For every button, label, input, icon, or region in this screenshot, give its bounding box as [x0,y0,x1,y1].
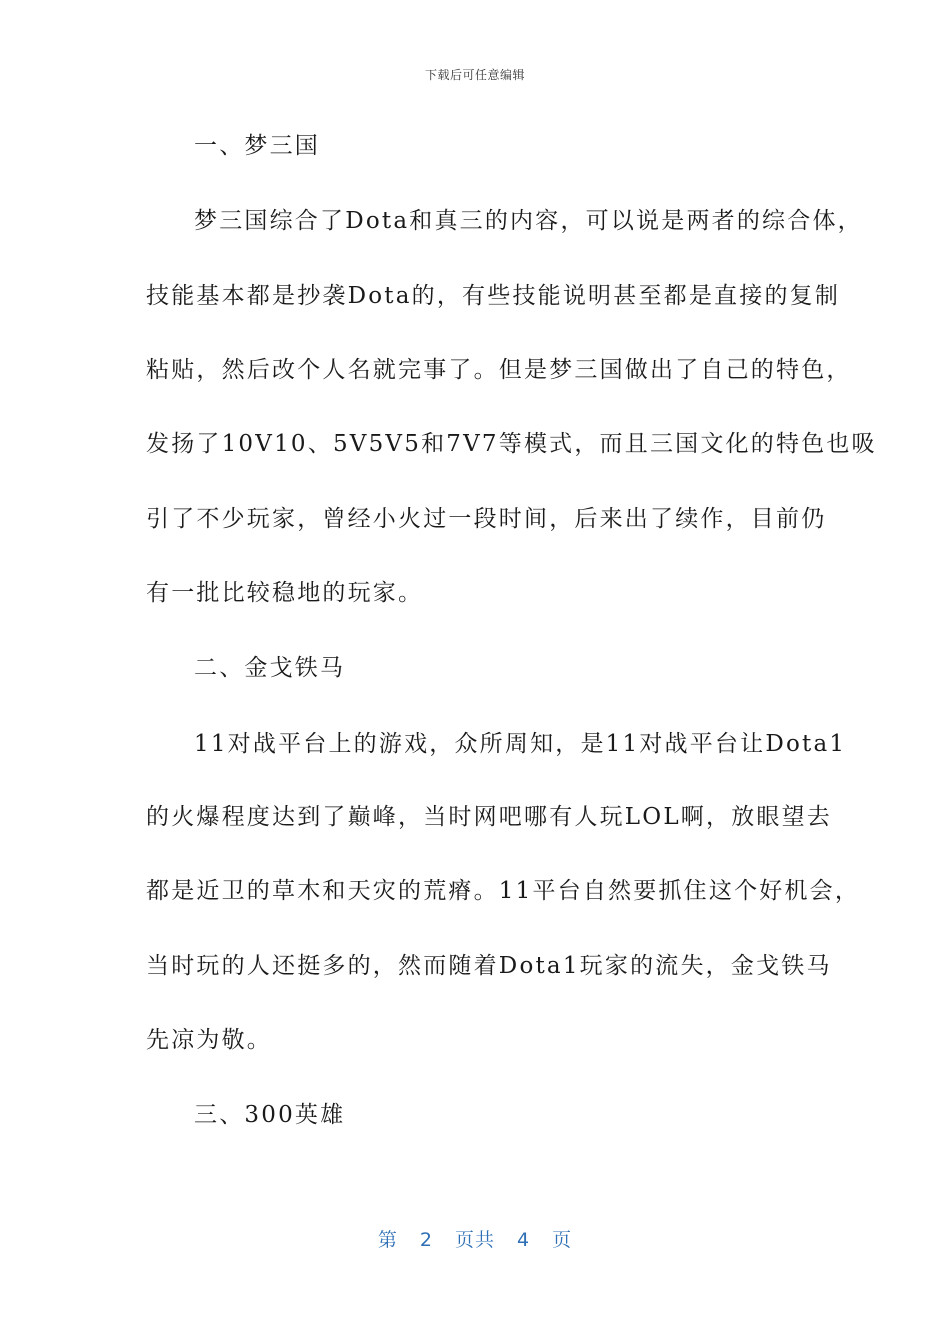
paragraph-2-line-2: 的火爆程度达到了巅峰，当时网吧哪有人玩LOL啊，放眼望去 [146,804,833,830]
section-heading-3: 三、300英雄 [194,1102,346,1128]
current-page-number: 2 [419,1229,433,1251]
paragraph-1-line-2: 技能基本都是抄袭Dota的，有些技能说明甚至都是直接的复制 [146,283,841,309]
paragraph-2-line-4: 当时玩的人还挺多的，然而随着Dota1玩家的流失，金戈铁马 [146,953,832,979]
paragraph-1-line-4: 发扬了10V10、5V5V5和7V7等模式，而且三国文化的特色也吸 [146,431,877,457]
section-heading-2: 二、金戈铁马 [194,655,346,681]
footer-mid: 页共 [454,1229,495,1251]
section-heading-1: 一、梦三国 [194,133,320,159]
paragraph-1-line-1: 梦三国综合了Dota和真三的内容，可以说是两者的综合体， [194,208,863,234]
paragraph-2-line-5: 先凉为敬。 [146,1027,272,1053]
footer-suffix: 页 [552,1229,573,1251]
total-pages-number: 4 [517,1229,531,1251]
footer-prefix: 第 [377,1229,398,1251]
paragraph-2-line-1: 11对战平台上的游戏，众所周知，是11对战平台让Dota1 [194,731,847,757]
paragraph-2-line-3: 都是近卫的草木和天灾的荒瘠。11平台自然要抓住这个好机会， [146,878,861,904]
page-header: 下载后可任意编辑 [424,68,525,82]
paragraph-1-line-6: 有一批比较稳地的玩家。 [146,580,424,606]
paragraph-1-line-3: 粘贴，然后改个人名就完事了。但是梦三国做出了自己的特色， [146,357,852,383]
paragraph-1-line-5: 引了不少玩家，曾经小火过一段时间，后来出了续作，目前仍 [146,506,827,532]
page-number-footer [0,1225,950,1252]
